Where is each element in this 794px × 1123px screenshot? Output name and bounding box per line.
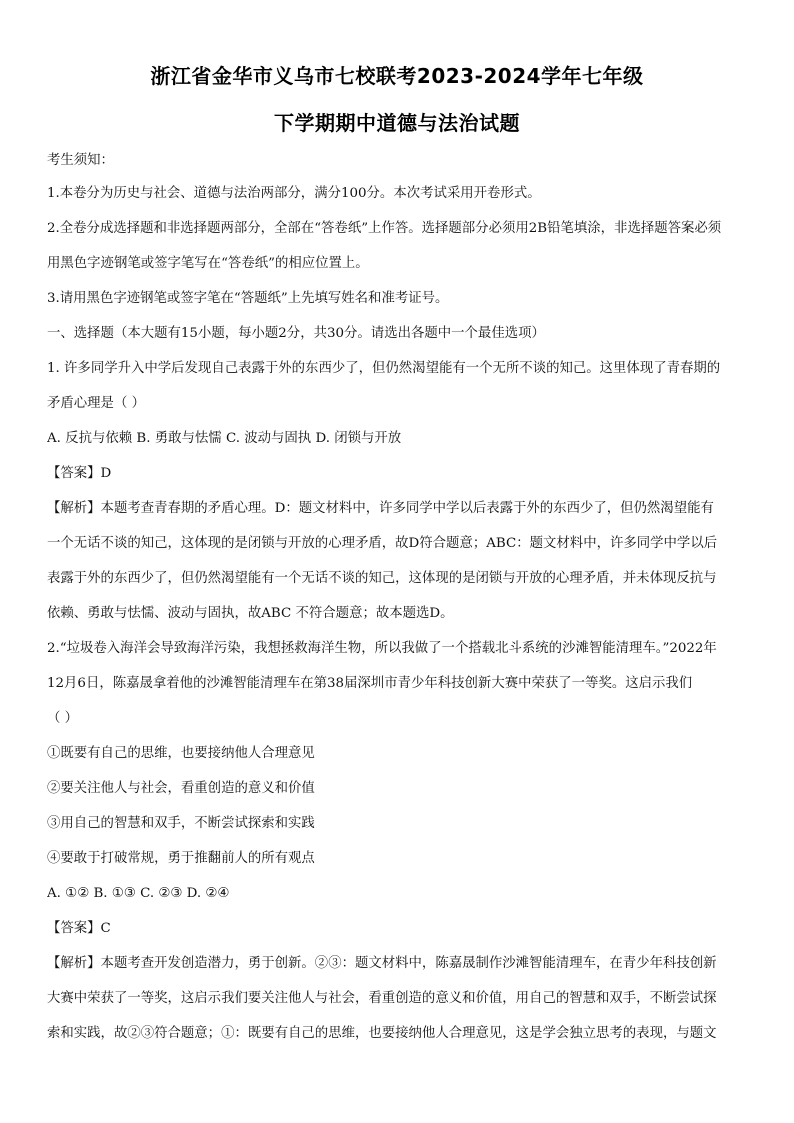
q2-stem-line3: （ ） [47,711,79,726]
q2-choice-2: ②要关注他人与社会，看重创造的意义和价值 [47,781,315,796]
notice-item-1: 1.本卷分为历史与社会、道德与法治两部分，满分100分。本次考试采用开卷形式。 [47,186,541,201]
q1-stem-line2: 矛盾心理是（ ） [47,396,145,411]
notice-item-3: 3.请用黑色字迹钢笔或签字笔在“答题纸”上先填写姓名和准考证号。 [47,291,449,306]
q2-options: A. ①② B. ①③ C. ②③ D. ②④ [47,886,230,901]
q2-choice-1: ①既要有自己的思维，也要接纳他人合理意见 [47,746,315,761]
q2-analysis-line2: 大赛中荣获了一等奖，这启示我们要关注他人与社会，看重创造的意义和价值，用自己的智慧和双手，不断尝试探 [47,991,717,1006]
q1-analysis-line3: 表露于外的东西少了，但仍然渴望能有一个无话不谈的知己，这体现的是闭锁与开放的心理矛盾，并未体现反抗与 [47,571,717,586]
q1-analysis-line1: 【解析】本题考查青春期的矛盾心理。D：题文材料中，许多同学中学以后表露于外的东西少了，但仍然渴望能有 [47,501,714,516]
notice-item-2-cont: 用黑色字迹钢笔或签字笔写在“答卷纸”的相应位置上。 [47,256,369,271]
q1-analysis-line2: 一个无话不谈的知己，这体现的是闭锁与开放的心理矛盾，故D符合题意；ABC：题文材料中，许多同学中学以后 [47,536,718,551]
q1-analysis-line4: 依赖、勇敢与怯懦、波动与固执，故ABC 不符合题意；故本题选D。 [47,606,454,621]
notice-item-2: 2.全卷分成选择题和非选择题两部分，全部在“答卷纸”上作答。选择题部分必须用2B铅笔填涂，非选择题答案必须 [47,221,722,236]
q2-analysis-line1: 【解析】本题考查开发创造潜力，勇于创新。②③：题文材料中，陈嘉晟制作沙滩智能清理车，在青少年科技创新 [47,956,717,971]
section-heading: 一、选择题（本大题有15小题，每小题2分，共30分。请选出各题中一个最佳选项） [47,326,545,341]
document-title-line1: 浙江省金华市义乌市七校联考2023-2024学年七年级 [150,64,644,88]
notice-heading: 考生须知： [47,153,114,168]
q1-answer: 【答案】D [47,466,112,481]
q1-stem-line1: 1. 许多同学升入中学后发现自己表露于外的东西少了，但仍然渴望能有一个无所不谈的知己。这里体现了青春期的 [47,361,721,376]
q2-answer: 【答案】C [47,921,111,936]
q2-analysis-line3: 索和实践，故②③符合题意；①：既要有自己的思维，也要接纳他人合理意见，这是学会独立思考的表现，与题文 [47,1026,717,1041]
document-title-line2: 下学期期中道德与法治试题 [274,111,520,135]
q2-stem-line1: 2.“垃圾卷入海洋会导致海洋污染，我想拯救海洋生物，所以我做了一个搭载北斗系统的沙滩智能清理车。”2022年 [47,641,717,656]
q1-options: A. 反抗与依赖 B. 勇敢与怯懦 C. 波动与固执 D. 闭锁与开放 [47,431,402,446]
q2-choice-4: ④要敢于打破常规，勇于推翻前人的所有观点 [47,851,315,866]
q2-choice-3: ③用自己的智慧和双手，不断尝试探索和实践 [47,816,315,831]
q2-stem-line2: 12月6日，陈嘉晟拿着他的沙滩智能清理车在第38届深圳市青少年科技创新大赛中荣获了一等奖。这启示我们 [47,676,693,691]
